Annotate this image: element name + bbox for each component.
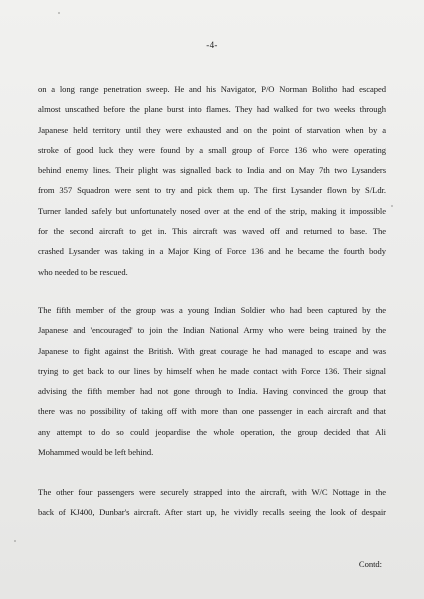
continuation-note: Contd: (358, 559, 382, 569)
text-line: stroke of good luck they were found by a small group of Force 136 who were operating (38, 144, 386, 155)
scan-speck (58, 12, 60, 14)
text-line: advising the fifth member had not gone through to India. Having convinced the group that (38, 386, 386, 397)
scan-speck (391, 205, 393, 207)
text-line: The other four passengers were securely strapped into the aircraft, with W/C Nottage in the (38, 487, 386, 497)
text-line: Japanese held territory until they were exhausted and on the point of starvation when by a (38, 124, 386, 135)
text-line: Turner landed safely but unfortunately nosed over at the end of the strip, making it impossible (38, 205, 386, 216)
text-line: Japanese to fight against the British. With great courage he had managed to escape and was (38, 345, 386, 356)
page-number: -4- (206, 40, 218, 50)
scan-speck (14, 540, 16, 542)
text-line: for the second aircraft to get in. This aircraft was waved off and returned to base. The (38, 226, 386, 237)
text-line: back of KJ400, Dunbar's aircraft. After start up, he vividly recalls seeing the look of despair (38, 507, 386, 518)
text-line: crashed Lysander was taking in a Major King of Force 136 and he became the fourth body (38, 246, 386, 257)
text-line: Mohammed would be left behind. (38, 447, 154, 458)
text-line: on a long range penetration sweep. He and his Navigator, P/O Norman Bolitho had escaped (38, 84, 386, 94)
paragraph-1 (38, 79, 386, 282)
text-line: behind enemy lines. Their plight was signalled back to India and on May 7th two Lysanders (38, 165, 386, 176)
text-line: there was no possibility of taking off with more than one passenger in each aircraft and that (38, 406, 386, 417)
text-line: from 357 Squadron were sent to try and pick them up. The first Lysander flown by S/Ldr. (38, 185, 386, 196)
text-line: almost unscathed before the plane burst into flames. They had walked for two weeks through (38, 104, 386, 115)
text-line: any attempt to do so could jeopardise the whole operation, the group decided that Ali (38, 426, 386, 437)
paragraph-3 (38, 482, 386, 523)
paragraph-2 (38, 300, 386, 462)
text-line: trying to get back to our lines by himself when he made contact with Force 136. Their signal (38, 365, 386, 376)
text-line: The fifth member of the group was a young Indian Soldier who had been captured by the (38, 305, 386, 315)
text-line: who needed to be rescued. (38, 266, 128, 277)
text-line: Japanese and 'encouraged' to join the Indian National Army who were being trained by the (38, 325, 386, 336)
